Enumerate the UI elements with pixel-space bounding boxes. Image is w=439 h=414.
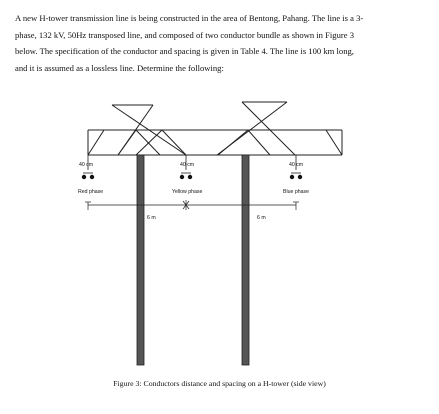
blue-phase-label: Blue phase <box>283 189 309 195</box>
conductor-bundle-yellow <box>180 173 192 179</box>
paragraph-line: A new H-tower transmission line is being constructed in the area of Bentong, Pahang. The line is a 3- <box>15 13 364 23</box>
red-phase-label: Red phase <box>78 189 104 195</box>
paragraph-line: phase, 132 kV, 50Hz transposed line, and composed of two conductor bundle as shown in Figure 3 <box>15 29 354 40</box>
bundle-spacing-right-label: 40 cm <box>289 162 304 168</box>
tower-lattice <box>88 102 342 155</box>
left-pole <box>137 155 144 365</box>
yellow-phase-label: Yellow phase <box>172 189 203 195</box>
conductor-bundle-red <box>82 173 94 179</box>
paragraph-line: and it is assumed as a lossless line. Determine the following: <box>15 62 224 73</box>
left-distance-label: 6 m <box>147 215 156 221</box>
right-distance-label: 6 m <box>257 215 266 221</box>
right-pole <box>242 155 249 365</box>
conductor-bundle-blue <box>290 173 302 179</box>
figure-caption: Figure 3: Conductors distance and spacing on a H-tower (side view) <box>113 379 326 388</box>
bundle-spacing-middle-label: 40 cm <box>180 162 195 168</box>
distance-dimension <box>85 200 299 210</box>
bundle-spacing-left-label: 40 cm <box>79 162 94 168</box>
paragraph-line: below. The specification of the conductor and spacing is given in Table 4. The line is 100 km long, <box>15 46 354 56</box>
